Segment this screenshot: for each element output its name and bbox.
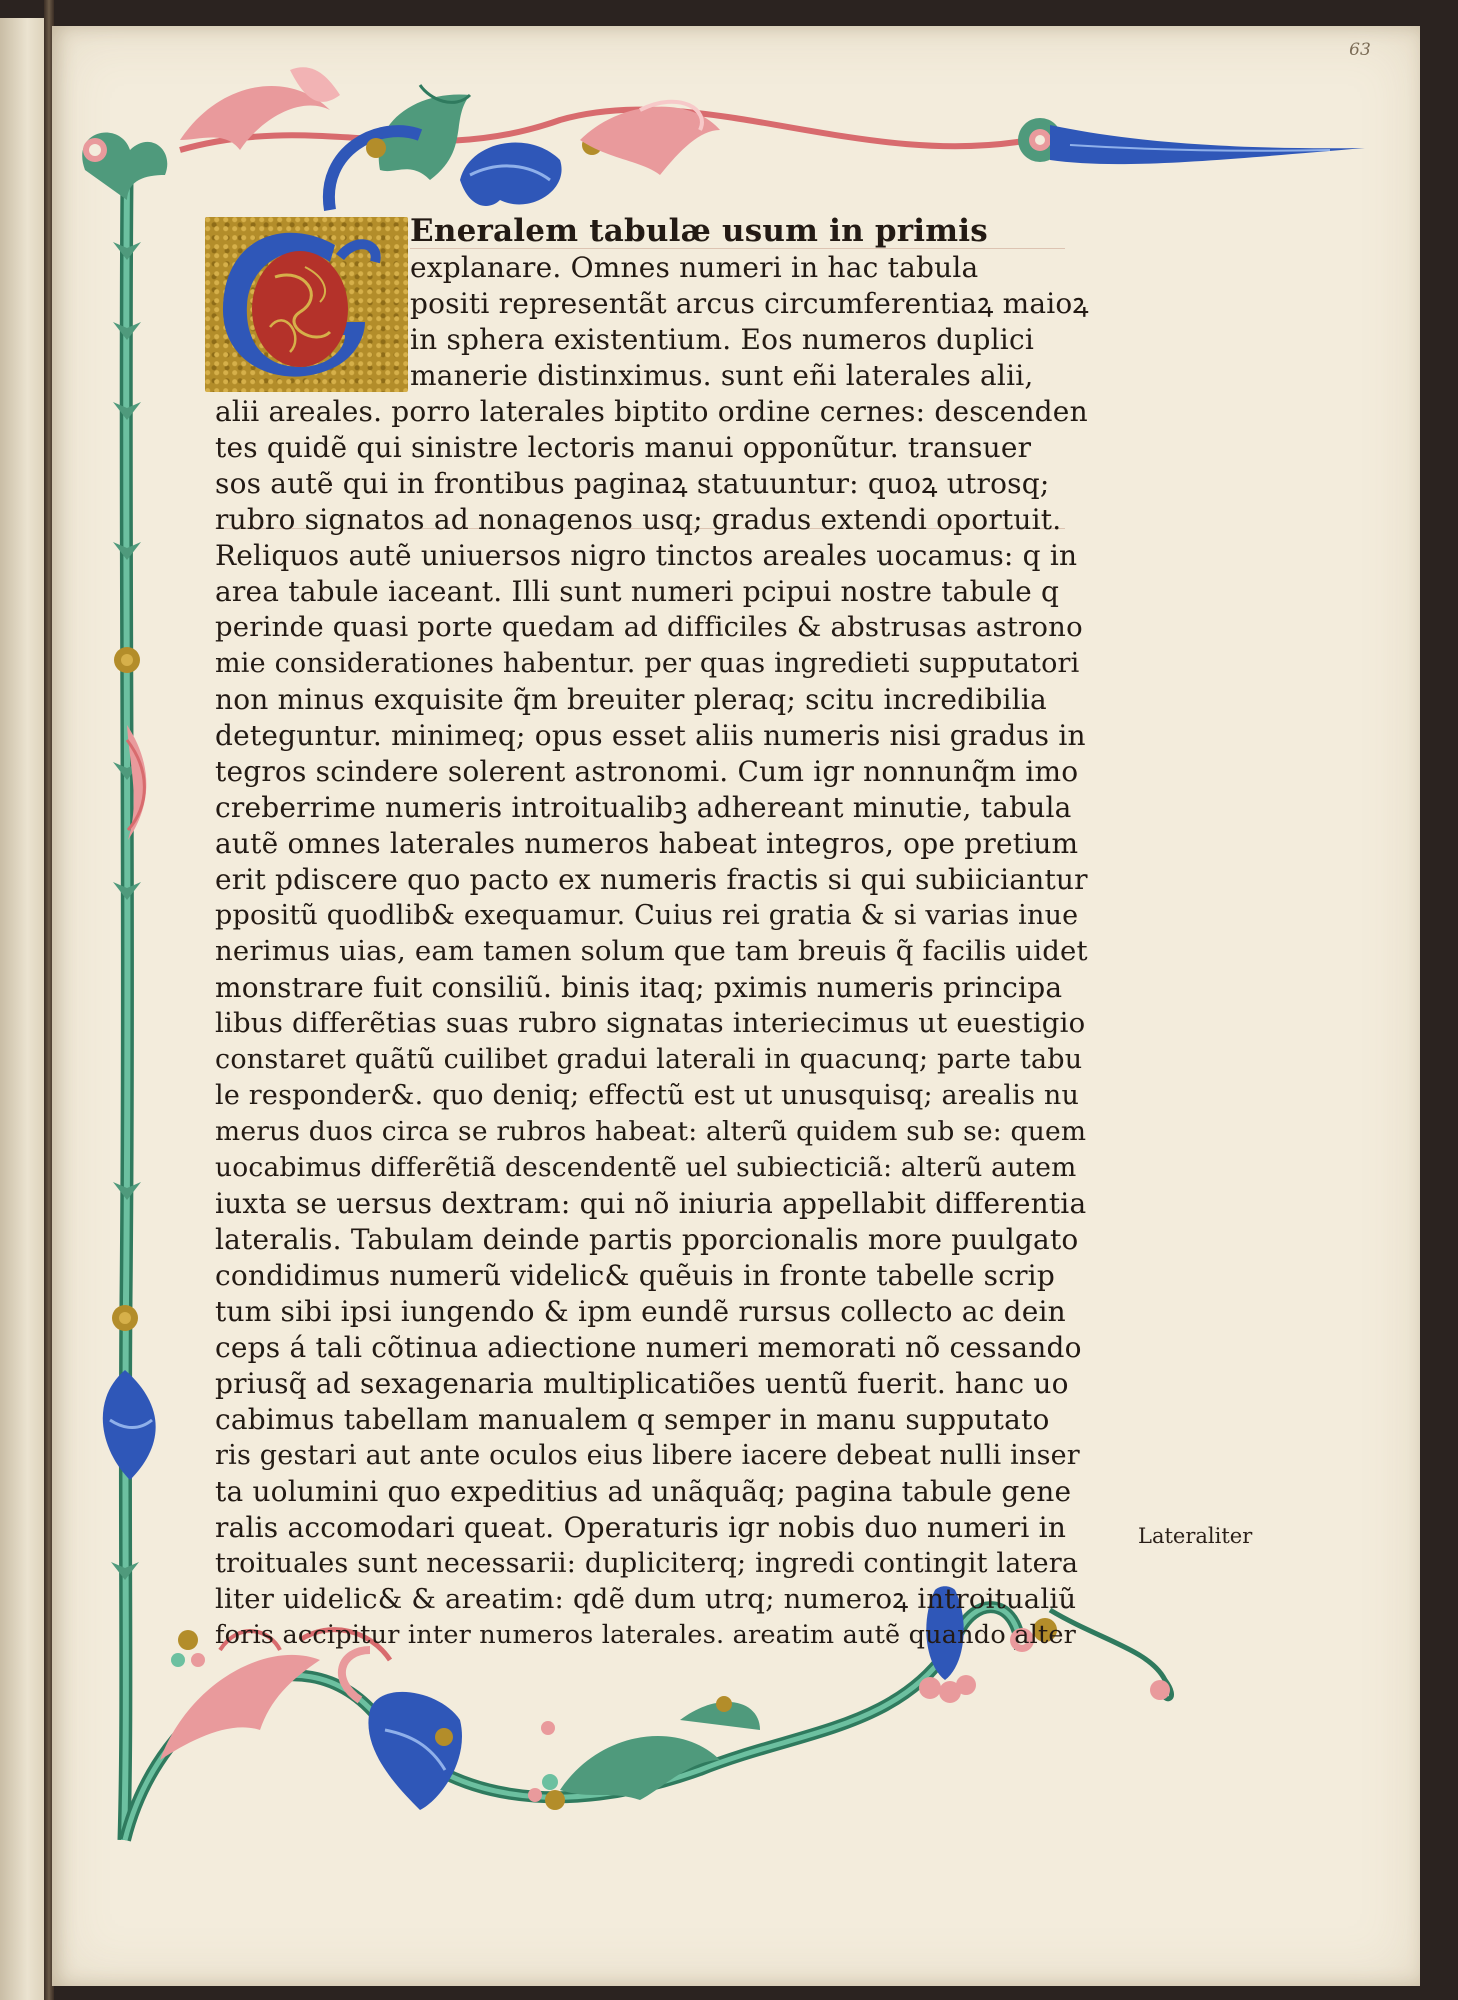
text-line-34: cabimus tabellam manualem q semper in manu supputato <box>215 1403 1050 1436</box>
text-line-26: merus duos circa se rubros habeat: alterũ quidem sub se: quem <box>215 1116 1087 1147</box>
text-line-13: mie considerationes habentur. per quas ingredieti supputatori <box>215 648 1080 679</box>
text-line-8: sos autẽ qui in frontibus paginaꝝ statuuntur: quoꝝ utrosq; <box>215 467 1050 500</box>
text-line-38: troituales sunt necessarii: dupliciterq; ingredi contingit latera <box>215 1548 1079 1579</box>
text-line-14: non minus exquisite q̃m breuiter pleraq; scitu incredibilia <box>215 683 1047 716</box>
text-line-22: monstrare fuit consiliũ. binis itaq; pximis numeris principa <box>215 971 1063 1004</box>
top-left-leaf <box>82 133 167 200</box>
text-line-36: ta uolumini quo expeditius ad unãquãq; pagina tabule gene <box>215 1475 1072 1508</box>
text-line-9: rubro signatos ad nonagenos usq; gradus extendi oportuit. <box>215 503 1062 536</box>
text-line-25: le responder&. quo deniq; effectũ est ut unusquisq; arealis nu <box>215 1080 1080 1111</box>
left-vine <box>111 180 141 1840</box>
text-line-31: tum sibi ipsi iungendo & ipm eundẽ rursus collecto ac dein <box>215 1295 1066 1328</box>
text-line-39: liter uidelic& & areatim: qdẽ dum utrq; numeroꝝ introitualiũ <box>215 1583 1077 1615</box>
text-line-6: alii areales. porro laterales biptito ordine cernes: descenden <box>215 395 1088 428</box>
text-line-11: area tabule iaceant. Illi sunt numeri pcipui nostre tabule q <box>215 575 1060 608</box>
text-line-40: foris accipitur inter numeros laterales. areatim autẽ quando alter <box>215 1620 1077 1650</box>
text-line-5: manerie distinximus. sunt eñi laterales alii, <box>410 359 1034 392</box>
text-line-29: lateralis. Tabulam deinde partis pporcionalis more puulgato <box>215 1223 1079 1256</box>
text-line-4: in sphera existentium. Eos numeros duplici <box>410 323 1034 356</box>
text-line-7: tes quidẽ qui sinistre lectoris manui opponũtur. transuer <box>215 431 1032 464</box>
text-line-1: Eneralem tabulæ usum in primis <box>410 213 988 249</box>
text-line-17: creberrime numeris introitualibꝫ adhereant minutie, tabula <box>215 791 1072 824</box>
top-vine <box>180 67 1365 210</box>
text-line-30: condidimus numerũ videlic& quẽuis in fronte tabelle scrip <box>215 1259 1055 1292</box>
text-line-21: nerimus uias, eam tamen solum que tam breuis q̃ facilis uidet <box>215 935 1088 967</box>
illuminated-initial <box>205 217 408 392</box>
initial-letter-g <box>205 217 408 392</box>
text-line-37: ralis accomodari queat. Operaturis igr nobis duo numeri in <box>215 1511 1067 1544</box>
text-line-10: Reliquos autẽ uniuersos nigro tinctos areales uocamus: q in <box>215 539 1078 572</box>
text-line-27: uocabimus differẽtiã descendentẽ uel subiecticiã: alterũ autem <box>215 1152 1077 1183</box>
marginal-note: Lateraliter <box>1138 1524 1253 1548</box>
text-line-12: perinde quasi porte quedam ad difficiles & abstrusas astrono <box>215 611 1083 643</box>
text-line-32: ceps á tali cõtinua adiectione numeri memorati nõ cessando <box>215 1331 1082 1364</box>
text-line-33: priusq̃ ad sexagenaria multiplicatiões uentũ fuerit. hanc uo <box>215 1367 1069 1400</box>
text-line-15: deteguntur. minimeq; opus esset aliis numeris nisi gradus in <box>215 719 1086 752</box>
folio-number: 63 <box>1349 40 1371 60</box>
text-line-23: libus differẽtias suas rubro signatas interiecimus ut euestigio <box>215 1007 1086 1039</box>
text-line-35: ris gestari aut ante oculos eius libere iacere debeat nulli inser <box>215 1440 1080 1471</box>
text-line-16: tegros scindere solerent astronomi. Cum igr nonnunq̃m imo <box>215 755 1079 788</box>
text-line-2: explanare. Omnes numeri in hac tabula <box>410 251 979 284</box>
text-line-24: constaret quãtũ cuilibet gradui laterali in quacunq; parte tabu <box>215 1044 1083 1075</box>
text-line-20: ppositũ quodlib& exequamur. Cuius rei gratia & si varias inue <box>215 900 1079 931</box>
text-line-18: autẽ omnes laterales numeros habeat integros, ope pretium <box>215 827 1079 860</box>
text-line-19: erit pdiscere quo pacto ex numeris fractis si qui subiiciantur <box>215 863 1088 896</box>
text-line-28: iuxta se uersus dextram: qui nõ iniuria appellabit differentia <box>215 1187 1087 1220</box>
text-line-3: positi representãt arcus circumferentiaꝝ maioꝝ <box>410 287 1089 320</box>
